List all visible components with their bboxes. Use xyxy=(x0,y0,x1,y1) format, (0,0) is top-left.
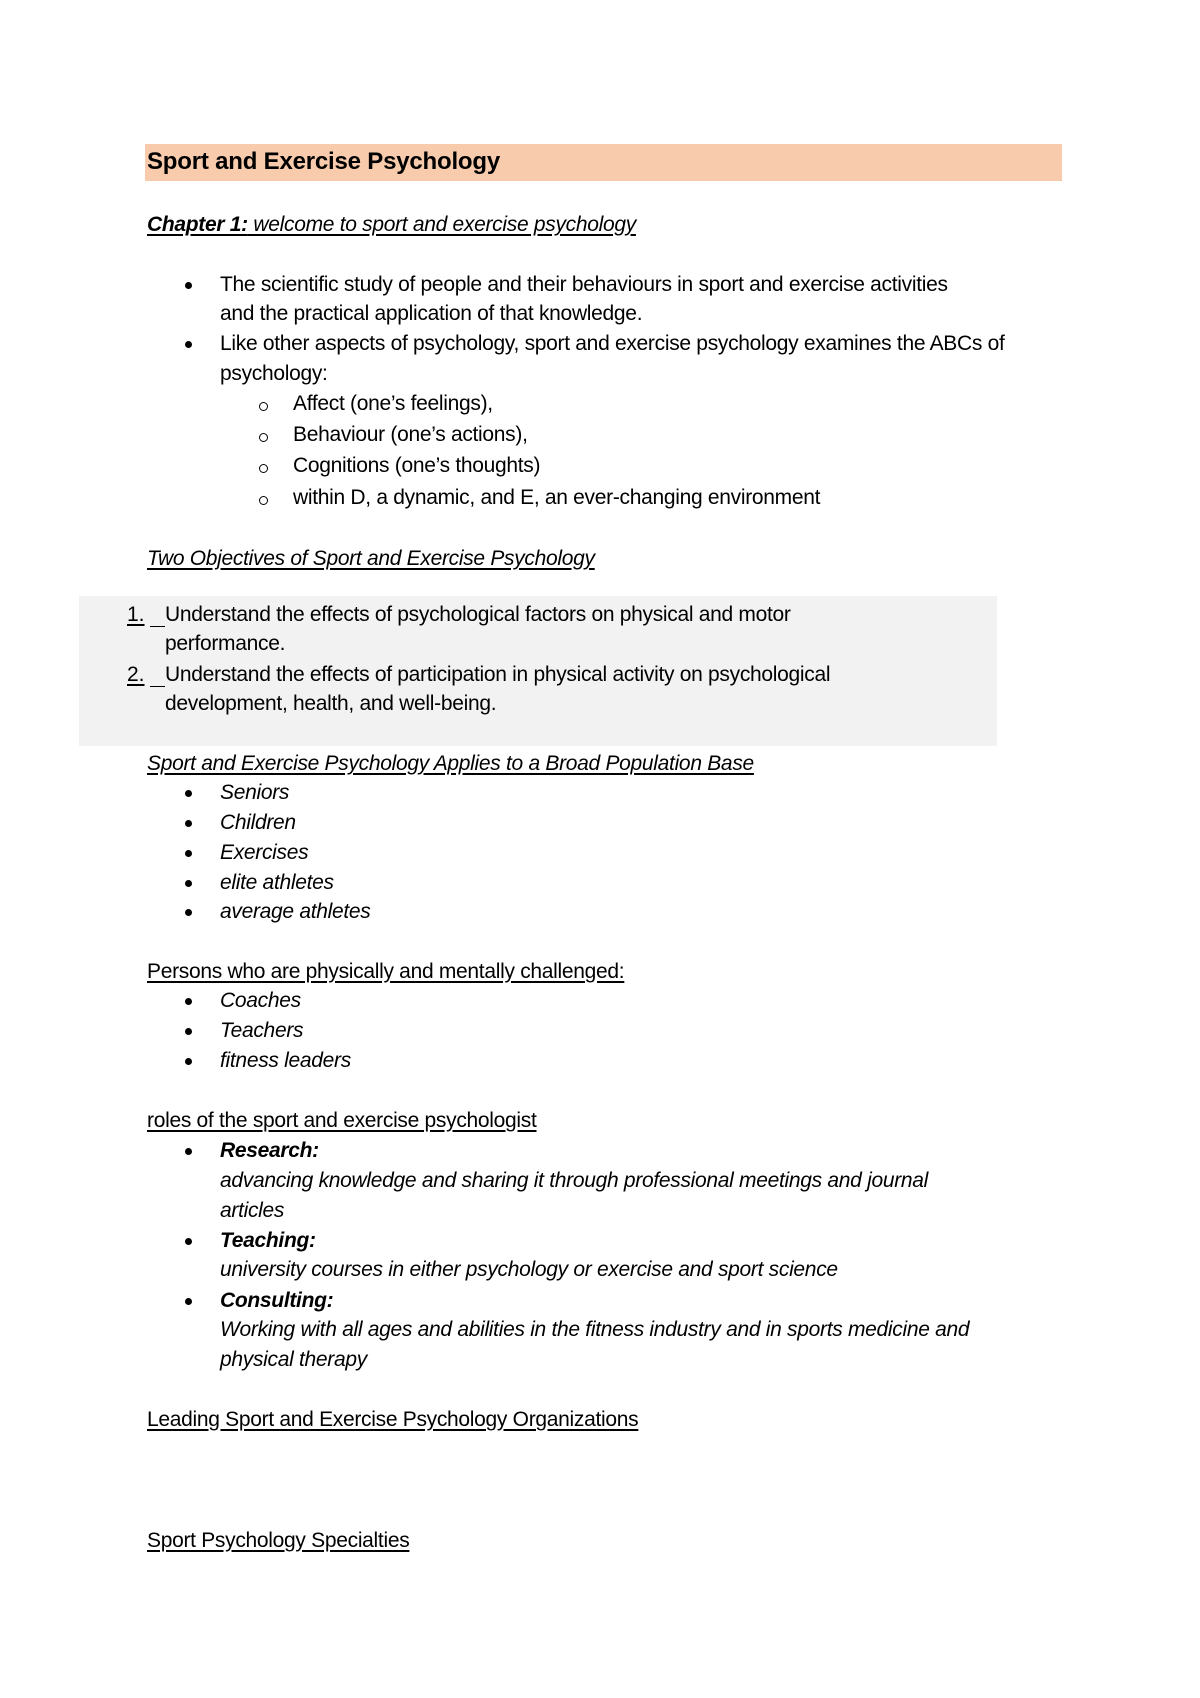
abc-item: Cognitions (one’s thoughts) xyxy=(293,454,541,477)
objective-number-underline xyxy=(150,626,165,627)
challenged-heading: Persons who are physically and mentally challenged: xyxy=(147,960,625,983)
objective-number: 2. xyxy=(127,663,145,686)
role-desc-research-line1: advancing knowledge and sharing it through professional meetings and journal xyxy=(220,1169,929,1192)
role-label-teaching: Teaching: xyxy=(220,1229,316,1252)
bullet-icon xyxy=(185,1058,192,1065)
objective-number-underline xyxy=(150,686,165,687)
organizations-heading: Leading Sport and Exercise Psychology Organizations xyxy=(147,1408,639,1431)
objective-2-line1: Understand the effects of participation in physical activity on psychological xyxy=(165,663,831,686)
bullet-icon xyxy=(185,341,192,348)
objective-1-line1: Understand the effects of psychological factors on physical and motor xyxy=(165,603,791,626)
bullet-icon xyxy=(185,1028,192,1035)
role-label-consulting: Consulting: xyxy=(220,1289,334,1312)
bullet-icon xyxy=(185,1148,192,1155)
objective-2-line2: development, health, and well-being. xyxy=(165,692,497,715)
bullet-icon xyxy=(185,850,192,857)
circle-bullet-icon xyxy=(259,496,268,505)
specialties-heading: Sport Psychology Specialties xyxy=(147,1529,410,1552)
bullet-icon xyxy=(185,880,192,887)
chapter-subtitle: welcome to sport and exercise psychology xyxy=(247,213,636,236)
objective-number: 1. xyxy=(127,603,145,626)
intro-bullet-2-line2: psychology: xyxy=(220,362,328,385)
bullet-icon xyxy=(185,998,192,1005)
population-item: Exercises xyxy=(220,841,309,864)
roles-heading: roles of the sport and exercise psychologist xyxy=(147,1109,537,1132)
intro-bullet-1-line1: The scientific study of people and their behaviours in sport and exercise activities xyxy=(220,273,948,296)
population-heading: Sport and Exercise Psychology Applies to a Broad Population Base xyxy=(147,752,754,775)
objectives-heading: Two Objectives of Sport and Exercise Psychology xyxy=(147,547,595,570)
bullet-icon xyxy=(185,790,192,797)
bullet-icon xyxy=(185,1238,192,1245)
abc-item: within D, a dynamic, and E, an ever-changing environment xyxy=(293,486,821,509)
role-desc-teaching-line1: university courses in either psychology or exercise and sport science xyxy=(220,1258,838,1281)
challenged-item: Teachers xyxy=(220,1019,304,1042)
bullet-icon xyxy=(185,909,192,916)
role-label-research: Research: xyxy=(220,1139,319,1162)
document-title: Sport and Exercise Psychology xyxy=(147,148,500,175)
circle-bullet-icon xyxy=(259,433,268,442)
population-item: Seniors xyxy=(220,781,290,804)
population-item: Children xyxy=(220,811,296,834)
objective-1-line2: performance. xyxy=(165,632,286,655)
abc-item: Behaviour (one’s actions), xyxy=(293,423,528,446)
role-desc-consulting-line1: Working with all ages and abilities in the fitness industry and in sports medicine and xyxy=(220,1318,970,1341)
chapter-heading xyxy=(147,213,636,237)
chapter-label: Chapter 1: xyxy=(147,213,248,236)
role-desc-research-line2: articles xyxy=(220,1199,285,1222)
challenged-item: Coaches xyxy=(220,989,301,1012)
bullet-icon xyxy=(185,282,192,289)
challenged-item: fitness leaders xyxy=(220,1049,351,1072)
intro-bullet-2-line1: Like other aspects of psychology, sport and exercise psychology examines the ABCs of xyxy=(220,332,1005,355)
bullet-icon xyxy=(185,1298,192,1305)
intro-bullet-1-line2: and the practical application of that knowledge. xyxy=(220,302,643,325)
abc-item: Affect (one’s feelings), xyxy=(293,392,493,415)
population-item: elite athletes xyxy=(220,871,334,894)
population-item: average athletes xyxy=(220,900,371,923)
circle-bullet-icon xyxy=(259,464,268,473)
bullet-icon xyxy=(185,820,192,827)
role-desc-consulting-line2: physical therapy xyxy=(220,1348,367,1371)
circle-bullet-icon xyxy=(259,402,268,411)
